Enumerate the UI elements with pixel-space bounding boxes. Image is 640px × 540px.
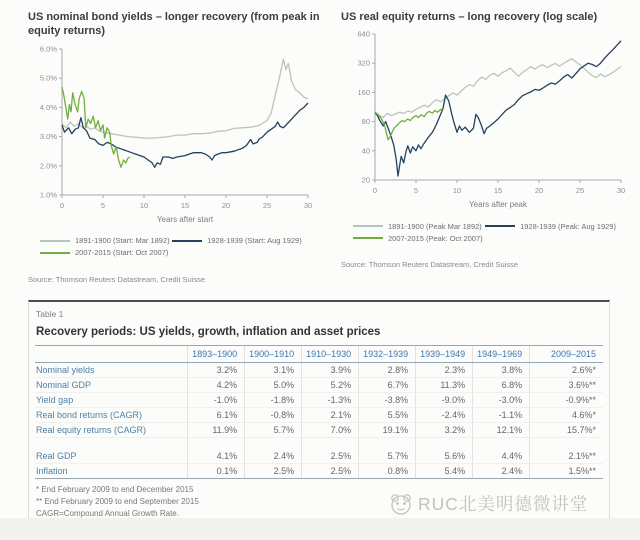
footnote-line: ** End February 2009 to end September 2015 [36, 496, 199, 506]
bond-yields-source: Source: Thomson Reuters Datastream, Credit Suisse [28, 274, 206, 284]
legend-item [172, 236, 304, 245]
legend-swatch [353, 237, 383, 239]
series-line-2 [62, 87, 130, 167]
table-cell: 5.5% [359, 407, 416, 422]
row-label: Inflation [35, 463, 188, 478]
axes [375, 34, 621, 180]
table-cell: 2.1% [302, 407, 359, 422]
row-label: Nominal yields [35, 362, 188, 377]
y-tick-label: 3.0% [39, 131, 57, 141]
table-cell: -1.8% [245, 392, 302, 407]
spacer-row [35, 437, 603, 449]
panda-face-icon [388, 492, 414, 516]
x-tick-label: 15 [493, 186, 503, 196]
equity-returns-source: Source: Thomson Reuters Datastream, Credit Suisse [341, 260, 519, 270]
legend-swatch [172, 240, 202, 242]
table-row [35, 449, 603, 464]
x-tick-label: 5 [100, 200, 106, 210]
table-cell: -3.0% [473, 392, 530, 407]
legend-swatch [485, 225, 515, 227]
bond-yields-chart [26, 43, 316, 235]
row-label: Yield gap [35, 392, 188, 407]
table-row [35, 392, 603, 407]
table-cell: 2.1%** [530, 449, 603, 464]
table-cell: 11.3% [416, 377, 473, 392]
table-cell: 4.6%* [530, 407, 603, 422]
equity-returns-chart-title: US real equity returns – long recovery (log scale) [341, 11, 598, 23]
table-cell: 3.2% [416, 422, 473, 437]
series-line-2 [375, 108, 443, 140]
table-cell: 6.7% [359, 377, 416, 392]
table-cell: 4.2% [188, 377, 245, 392]
y-tick-label: 320 [357, 58, 370, 68]
table-cell: 19.1% [359, 422, 416, 437]
legend-label: 1891-1900 (Peak Mar 1892) [388, 221, 482, 231]
footnote-line: * End February 2009 to end December 2015 [36, 484, 194, 494]
table-cell: 3.8% [473, 362, 530, 377]
series-line-0 [375, 59, 621, 118]
equity-returns-chart-panel [339, 8, 634, 284]
legend-label: 1891-1900 (Start: Mar 1892) [75, 236, 170, 246]
x-tick-label: 30 [616, 186, 626, 196]
table-cell: 6.8% [473, 377, 530, 392]
x-tick-label: 30 [303, 200, 313, 210]
legend-label: 1928-1939 (Start: Aug 1929) [207, 236, 302, 246]
table-cell: 15.7%* [530, 422, 603, 437]
column-header: 2009–2015 [530, 345, 603, 362]
y-tick-label: 1.0% [39, 190, 57, 200]
table-cell: 7.0% [302, 422, 359, 437]
legend-label: 2007-2015 (Start: Oct 2007) [75, 248, 169, 258]
table-cell: 5.0% [245, 377, 302, 392]
y-tick-label: 640 [357, 29, 370, 39]
table-cell: 5.7% [245, 422, 302, 437]
table-cell: 2.5% [302, 449, 359, 464]
table-row [35, 422, 603, 437]
watermark [388, 491, 588, 516]
table-cell: 3.6%** [530, 377, 603, 392]
column-header: 1910–1930 [302, 345, 359, 362]
y-tick-label: 4.0% [39, 102, 57, 112]
x-tick-label: 10 [452, 186, 462, 196]
table-cell: 2.4% [473, 463, 530, 478]
bond-yields-legend [40, 235, 321, 259]
table-header [35, 345, 603, 362]
table-cell: 2.5% [245, 463, 302, 478]
table-cell: -9.0% [416, 392, 473, 407]
table-cell: -1.0% [188, 392, 245, 407]
y-tick-label: 20 [361, 175, 370, 185]
column-header: 1900–1910 [245, 345, 302, 362]
table-row [35, 377, 603, 392]
legend-swatch [353, 225, 383, 227]
table-cell: 2.8% [359, 362, 416, 377]
y-tick-label: 2.0% [39, 160, 57, 170]
table-title: Recovery periods: US yields, growth, inflation and asset prices [36, 325, 381, 338]
y-tick-label: 40 [361, 146, 370, 156]
column-header: 1932–1939 [359, 345, 416, 362]
legend-swatch [40, 240, 70, 242]
x-tick-label: 10 [139, 200, 149, 210]
legend-item [353, 234, 485, 243]
table-cell: 11.9% [188, 422, 245, 437]
table-cell: -2.4% [416, 407, 473, 422]
column-header-empty [35, 345, 188, 362]
watermark-text: RUC北美明德微讲堂 [418, 494, 589, 514]
table-cell: 5.6% [416, 449, 473, 464]
row-label: Nominal GDP [35, 377, 188, 392]
table-cell: -1.3% [302, 392, 359, 407]
x-tick-label: 5 [413, 186, 419, 196]
x-tick-label: 0 [59, 200, 65, 210]
legend-swatch [40, 252, 70, 254]
legend-item [353, 222, 485, 231]
column-header: 1939–1949 [416, 345, 473, 362]
bond-yields-chart-panel [26, 8, 321, 284]
row-label: Real GDP [35, 449, 188, 464]
legend-label: 1928-1939 (Peak: Aug 1929) [520, 221, 616, 231]
footnote-line: CAGR=Compound Annual Growth Rate. [36, 508, 179, 518]
x-tick-label: 0 [372, 186, 378, 196]
table-header-row [35, 345, 603, 362]
legend-item [40, 236, 172, 245]
series-line-1 [375, 41, 621, 176]
table-cell: 5.7% [359, 449, 416, 464]
x-tick-label: 20 [221, 200, 231, 210]
table-row [35, 463, 603, 478]
equity-returns-chart [339, 28, 629, 220]
table-cell: 1.5%** [530, 463, 603, 478]
legend-item [485, 222, 617, 231]
y-tick-label: 5.0% [39, 73, 57, 83]
table-cell: -1.1% [473, 407, 530, 422]
table-cell: 0.1% [188, 463, 245, 478]
table-row [35, 407, 603, 422]
table-row [35, 362, 603, 377]
table-cell: -0.9%** [530, 392, 603, 407]
x-axis-label: Years after start [156, 214, 214, 224]
column-header: 1949–1969 [473, 345, 530, 362]
recovery-table [35, 345, 603, 479]
table-cell: 4.1% [188, 449, 245, 464]
legend-item [40, 248, 172, 257]
table-cell: 4.4% [473, 449, 530, 464]
x-tick-label: 25 [575, 186, 585, 196]
table-cell: 2.4% [245, 449, 302, 464]
table-cell: 6.1% [188, 407, 245, 422]
x-tick-label: 25 [262, 200, 272, 210]
table-body [35, 362, 603, 478]
row-label: Real equity returns (CAGR) [35, 422, 188, 437]
legend-label: 2007-2015 (Peak: Oct 2007) [388, 233, 483, 243]
equity-returns-legend [353, 220, 634, 244]
bond-yields-chart-title: US nominal bond yields – longer recovery (from peak in equity returns) [28, 11, 320, 38]
table-number-label: Table 1 [36, 308, 64, 319]
table-cell: -3.8% [359, 392, 416, 407]
x-tick-label: 15 [180, 200, 190, 210]
table-cell: 2.6%* [530, 362, 603, 377]
table-cell: 12.1% [473, 422, 530, 437]
x-axis-label: Years after peak [469, 200, 527, 210]
table-cell: 2.3% [416, 362, 473, 377]
y-tick-label: 80 [361, 117, 370, 127]
table-cell: 5.4% [416, 463, 473, 478]
table-cell: -0.8% [245, 407, 302, 422]
y-tick-label: 6.0% [39, 44, 57, 54]
x-tick-label: 20 [534, 186, 544, 196]
table-cell: 3.2% [188, 362, 245, 377]
table-cell: 5.2% [302, 377, 359, 392]
table-cell: 2.5% [302, 463, 359, 478]
table-cell: 3.1% [245, 362, 302, 377]
row-label: Real bond returns (CAGR) [35, 407, 188, 422]
table-cell: 0.8% [359, 463, 416, 478]
y-tick-label: 160 [357, 88, 370, 98]
column-header: 1893–1900 [188, 345, 245, 362]
footer-strip [0, 518, 640, 540]
table-cell: 3.9% [302, 362, 359, 377]
